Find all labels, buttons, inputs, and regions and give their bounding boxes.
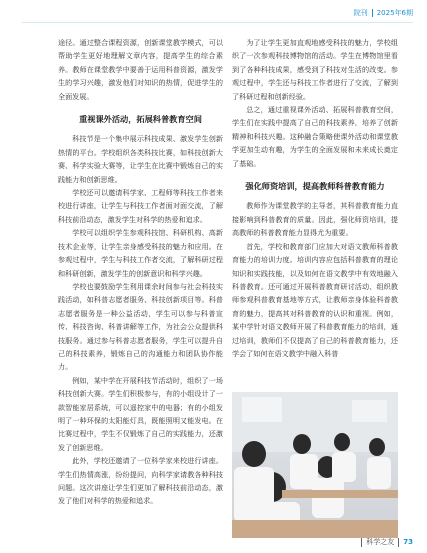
page-header — [354, 6, 413, 20]
left-column — [58, 36, 223, 508]
footer-separator — [361, 538, 362, 547]
page-footer — [361, 537, 413, 547]
footer-separator — [398, 538, 399, 547]
paragraph: 此外，学校还邀请了一位科学家来校进行讲座。学生们热情高涨，纷纷提问，向科学家请教各种科技问题。这次讲座让学生们更加了解科技前沿动态，激发了他们对科学的热爱和追求。 — [58, 456, 223, 506]
section-heading: 重视课外活动，拓展科普教育空间 — [79, 114, 202, 125]
right-column — [232, 36, 398, 360]
paragraph: 科技节是一个集中展示科技成果、激发学生创新热情的平台。学校组织各类科技比赛，如科技创新大赛、科学实验大赛等，让学生在比赛中锻炼自己的实践能力和创新思维。 — [58, 134, 223, 184]
paragraph: 学校可以组织学生参观科技馆、科研机构、高新技术企业等，让学生亲身感受科技的魅力和应用。在参观过程中，学生与科技工作者交流，了解科研过程和科研创新，激发学生的创新意识和科学兴趣。 — [58, 228, 223, 278]
paragraph: 教师作为课堂教学的主导者，其科普教育能力直接影响到科普教育的质量。因此，强化师资培训，提高教师的科普教育能力显得尤为重要。 — [232, 201, 398, 238]
page-number: 73 — [403, 538, 413, 546]
paragraph: 首先，学校和教育部门应加大对语文教师科普教育能力的培训力度。培训内容应包括科普教育的理论知识和实践技能，以及如何在语文教学中有效地融入科普教育。还可通过开展科普教育研讨活动、组织教师参观科普教育基地等方式，让教师亲身体验科普教育的魅力，提高其对科普教育的认识和重视。例如，某中学针对语文教师开展了科普教育能力的培训，通过培训，教师们不仅提高了自己的科普教育能力，还学会了如何在语文教学中融入科普 — [232, 241, 398, 358]
journal-name: 院刊 — [353, 9, 368, 17]
issue-number: 2025年6期 — [376, 9, 413, 17]
paragraph: 学校也要鼓励学生利用课余时间参与社会科技实践活动，如科普志愿者服务、科技创新项目等。科普志愿者服务是一种公益活动，学生可以参与科普宣传、科技咨询、科普讲解等工作，为社会公众提供科技服务。通过参与科普志愿者服务，学生可以提升自己的科技素养，锻炼自己的沟通能力和团队协作能力。 — [58, 281, 223, 372]
section-heading: 强化师资培训，提高教师科普教育能力 — [245, 181, 385, 192]
paragraph: 途径。通过整合课程资源，创新课堂教学模式，可以帮助学生更好地理解文章内容，提高学生的综合素养。教师在课堂教学中要善于运用科普资源，激发学生的学习兴趣，激发他们对知识的热情，促进学生的全面发展。 — [58, 38, 223, 101]
footer-journal-name: 科学之友 — [366, 538, 395, 546]
paragraph: 总之，通过重视课外活动、拓展科普教育空间，学生们在实践中提高了自己的科技素养，培养了创新精神和科技兴趣。这种融合策略使课外活动和课堂教学更加生动有趣，为学生的全面发展和未来成长奠定了基础。 — [232, 105, 398, 168]
paragraph: 学校还可以邀请科学家、工程师等科技工作者来校进行讲座，让学生与科技工作者面对面交流，了解科技前沿动态，激发学生对科学的热爱和追求。 — [58, 188, 223, 224]
classroom-illustration — [232, 392, 398, 538]
header-separator — [372, 9, 373, 17]
classroom-photo — [232, 392, 398, 538]
paragraph: 为了让学生更加直观地感受科技的魅力，学校组织了一次参观科技博物馆的活动。学生在博物馆里看到了各种科技成果，感受到了科技对生活的改变。参观过程中，学生还与科技工作者进行了交流，了解到了科研过程和创新经验。 — [232, 38, 398, 101]
header-rule — [22, 22, 413, 23]
paragraph: 例如，某中学在开展科技节活动时，组织了一场科技创新大赛。学生们积极参与，有的小组设计了一款智能家居系统，可以遥控家中的电器；有的小组发明了一种环保的太阳能灯具，既能照明又能发电。在比赛过程中，学生不仅锻炼了自己的实践能力，还激发了创新思维。 — [58, 375, 223, 452]
